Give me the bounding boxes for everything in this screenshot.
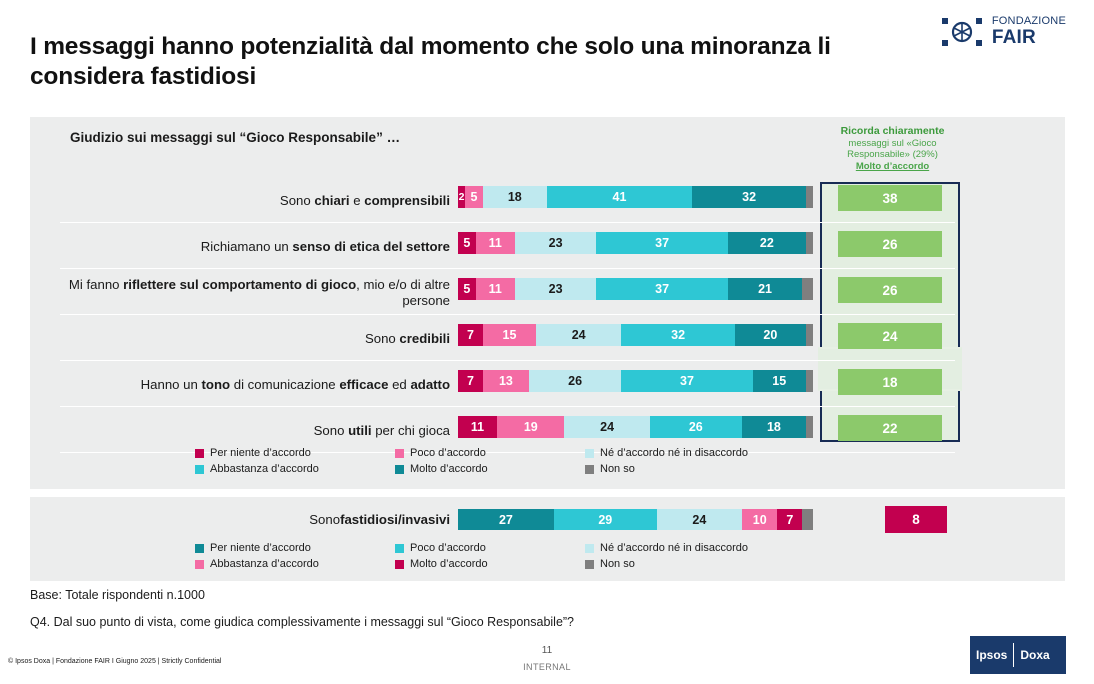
bar-segment: 24 — [657, 509, 742, 530]
row-divider — [60, 314, 955, 315]
bar-segment: 18 — [742, 416, 806, 438]
bar-segment: 11 — [476, 278, 515, 300]
bar-segment: 5 — [465, 186, 483, 208]
bar-segment: 37 — [621, 370, 752, 392]
legend-label: Poco d’accordo — [410, 447, 486, 459]
page-title: I messaggi hanno potenzialità dal momento che solo una minoranza li considera fastidiosi — [30, 33, 831, 90]
stacked-bar — [458, 232, 813, 254]
logo-line2: FAIR — [991, 26, 1036, 48]
stacked-bar — [458, 416, 813, 438]
row-score-badge: 24 — [838, 323, 942, 349]
bottom-row-score: 8 — [885, 506, 947, 533]
row-divider — [60, 222, 955, 223]
bar-segment — [806, 232, 813, 254]
legend-swatch-icon — [195, 560, 204, 569]
legend-label: Né d’accordo né in disaccordo — [600, 447, 748, 459]
legend-swatch-icon — [585, 465, 594, 474]
chart-row — [30, 363, 1065, 407]
row-label: Mi fanno riflettere sul comportamento di gioco, mio e/o di altre persone — [68, 277, 450, 308]
bar-segment: 23 — [515, 232, 597, 254]
chart-row — [30, 179, 1065, 223]
bar-segment: 32 — [621, 324, 735, 346]
legend-item — [395, 463, 585, 475]
bar-segment: 7 — [458, 370, 483, 392]
bar-segment: 37 — [596, 278, 727, 300]
right-column-header — [820, 125, 965, 173]
legend-label: Non so — [600, 558, 635, 570]
legend-item — [195, 463, 395, 475]
row-divider — [60, 268, 955, 269]
stacked-bar — [458, 324, 813, 346]
bar-segment: 2 — [458, 186, 465, 208]
bar-segment: 32 — [692, 186, 806, 208]
bar-segment: 20 — [735, 324, 806, 346]
ipsos-label: Ipsos — [976, 648, 1008, 662]
bar-segment: 21 — [728, 278, 803, 300]
legend-item — [395, 558, 585, 570]
legend-item — [195, 558, 395, 570]
legend-item — [395, 542, 585, 554]
bar-segment: 15 — [483, 324, 536, 346]
bar-segment: 26 — [529, 370, 621, 392]
legend-label: Abbastanza d’accordo — [210, 558, 319, 570]
right-header-line3: Molto d’accordo — [855, 160, 930, 172]
chart-rows — [30, 179, 1065, 455]
right-header-line1: Ricorda chiaramente — [840, 125, 945, 137]
bar-segment: 7 — [777, 509, 802, 530]
fondazione-fair-logo — [940, 12, 1066, 52]
question-note: Q4. Dal suo punto di vista, come giudica complessivamente i messaggi sul “Gioco Responsabile”? — [30, 615, 575, 629]
legend-swatch-icon — [395, 449, 404, 458]
bar-segment: 27 — [458, 509, 554, 530]
row-divider — [60, 406, 955, 407]
legend-item — [585, 463, 835, 475]
bar-segment: 41 — [547, 186, 693, 208]
bar-segment: 11 — [458, 416, 497, 438]
row-label: Sono credibili — [364, 331, 450, 347]
bar-segment: 24 — [564, 416, 649, 438]
logo-divider — [1013, 643, 1014, 667]
chart-row — [30, 271, 1065, 315]
legend-swatch-icon — [395, 544, 404, 553]
legend-swatch-icon — [585, 449, 594, 458]
bar-segment: 26 — [650, 416, 742, 438]
chart-row — [30, 225, 1065, 269]
bar-segment — [806, 370, 813, 392]
legend-label: Molto d’accordo — [410, 463, 488, 475]
legend-label: Abbastanza d’accordo — [210, 463, 319, 475]
legend-item — [195, 447, 395, 459]
bar-segment — [806, 416, 813, 438]
legend-label: Per niente d’accordo — [210, 447, 311, 459]
bottom-chart-panel — [30, 497, 1065, 581]
legend-item — [585, 558, 835, 570]
copyright-note: © Ipsos Doxa | Fondazione FAIR I Giugno 2025 | Strictly Confidential — [8, 658, 222, 665]
stacked-bar — [458, 370, 813, 392]
row-score-badge: 26 — [838, 231, 942, 257]
bottom-row-label: Sono fastidiosi/invasivi — [309, 511, 450, 527]
bar-segment: 5 — [458, 278, 476, 300]
legend-label: Molto d’accordo — [410, 558, 488, 570]
chart-row — [30, 317, 1065, 361]
legend-swatch-icon — [195, 465, 204, 474]
legend-label: Poco d’accordo — [410, 542, 486, 554]
stacked-bar — [458, 278, 813, 300]
legend-swatch-icon — [395, 560, 404, 569]
legend-bottom — [195, 542, 835, 570]
legend-swatch-icon — [585, 560, 594, 569]
row-score-badge: 26 — [838, 277, 942, 303]
row-label: Hanno un tono di comunicazione efficace ed adatto — [140, 377, 450, 393]
legend-label: Né d’accordo né in disaccordo — [600, 542, 748, 554]
bar-segment: 37 — [596, 232, 727, 254]
bar-segment: 5 — [458, 232, 476, 254]
row-divider — [60, 360, 955, 361]
bar-segment — [802, 509, 813, 530]
bar-segment: 22 — [728, 232, 806, 254]
bar-segment: 13 — [483, 370, 529, 392]
page-number: 11 — [541, 645, 553, 656]
legend-label: Non so — [600, 463, 635, 475]
legend-swatch-icon — [195, 449, 204, 458]
bar-segment: 18 — [483, 186, 547, 208]
bottom-row-bar — [458, 509, 813, 530]
doxa-label: Doxa — [1020, 648, 1050, 662]
row-score-badge: 22 — [838, 415, 942, 441]
row-score-badge: 38 — [838, 185, 942, 211]
bar-segment: 24 — [536, 324, 621, 346]
base-note: Base: Totale rispondenti n.1000 — [30, 588, 205, 602]
bar-segment: 11 — [476, 232, 515, 254]
stacked-bar — [458, 186, 813, 208]
chart-subtitle: Giudizio sui messaggi sul “Gioco Responsabile” … — [70, 130, 401, 145]
bar-segment — [806, 186, 813, 208]
row-label: Richiamano un senso di etica del settore — [200, 239, 450, 255]
bar-segment — [806, 324, 813, 346]
row-label: Sono utili per chi gioca — [313, 423, 450, 439]
legend-item — [585, 447, 835, 459]
bar-segment: 29 — [554, 509, 657, 530]
legend-item — [395, 447, 585, 459]
bar-segment: 7 — [458, 324, 483, 346]
legend-swatch-icon — [195, 544, 204, 553]
legend-swatch-icon — [585, 544, 594, 553]
row-label: Sono chiari e comprensibili — [279, 193, 450, 209]
bar-segment: 10 — [742, 509, 778, 530]
main-chart-panel — [30, 117, 1065, 489]
classification-label: INTERNAL — [523, 662, 571, 672]
bar-segment: 15 — [753, 370, 806, 392]
legend-swatch-icon — [395, 465, 404, 474]
right-header-line2: messaggi sul «Gioco Responsabile» (29%) — [847, 137, 938, 161]
ipsos-doxa-logo — [970, 636, 1066, 674]
logo-line1: FONDAZIONE — [991, 15, 1066, 28]
fair-logo-mark — [940, 12, 984, 52]
row-score-badge: 18 — [838, 369, 942, 395]
bar-segment: 19 — [497, 416, 564, 438]
legend-item — [585, 542, 835, 554]
legend-item — [195, 542, 395, 554]
bar-segment: 23 — [515, 278, 597, 300]
legend-label: Per niente d’accordo — [210, 542, 311, 554]
legend-main — [195, 447, 835, 475]
bar-segment — [802, 278, 813, 300]
